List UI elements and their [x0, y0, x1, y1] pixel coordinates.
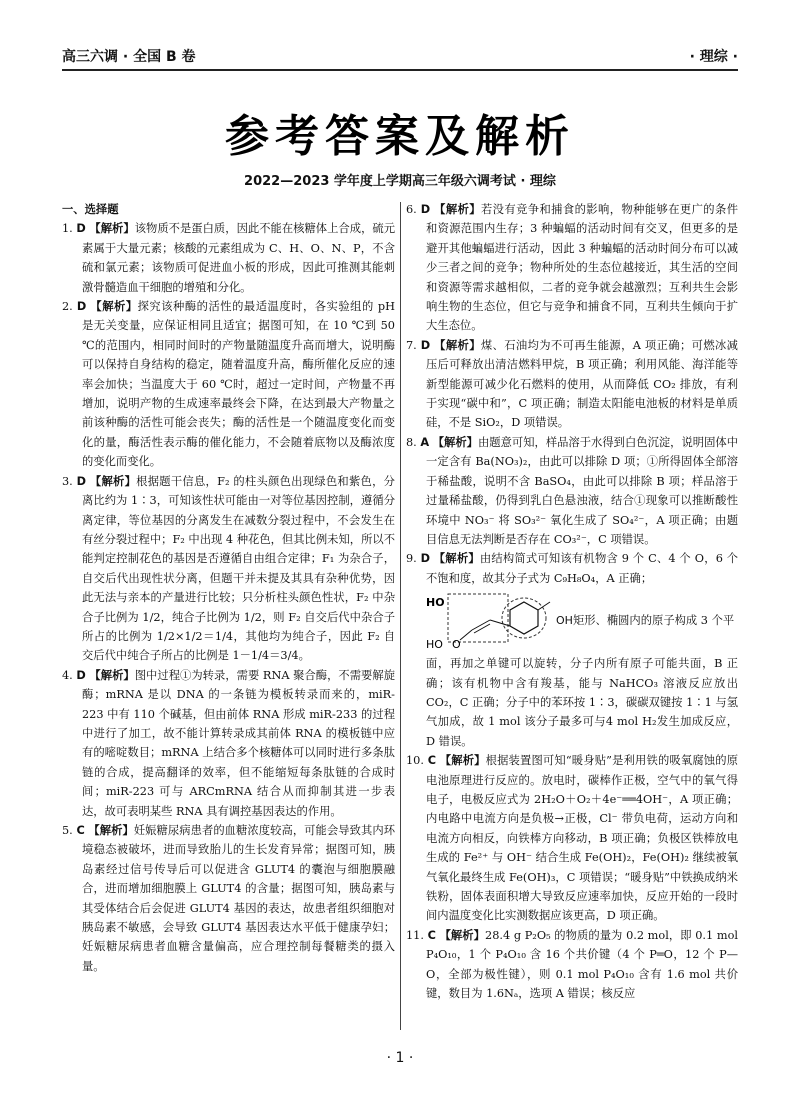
- benzene-ring-icon: [510, 602, 538, 634]
- answer-letter: D: [420, 338, 431, 352]
- right-column: [406, 200, 738, 1003]
- left-column: [62, 200, 395, 976]
- question-number: 9.: [406, 552, 417, 566]
- page-number: · 1 ·: [386, 1050, 414, 1066]
- analysis-text: 探究该种酶的活性的最适温度时，各实验组的 pH 是无关变量，应保证相同且适宜；据图可知，在 10 ℃到 50 ℃的范围内，相同时间时的产物量随温度升高而增大，说明酶可以保持自身结构的稳定，随着温度升高，酶所催化反应的速率会加快；当温度大于 60 ℃时，超过一定时间，产物量不再增加，说明产物的生成速率最终会下降，在达到最大产物量之前该种酶的活性可能会丧失；酶的活性是一个随温度变化而变化的量，酶活性表示酶的催化能力，不会随着底物以及酶浓度的变化而变化。: [82, 300, 395, 469]
- analysis-tag: 【解析】: [89, 668, 135, 682]
- analysis-tag: 【解析】: [433, 552, 480, 566]
- page-title: 参考答案及解析: [225, 111, 575, 162]
- header-right: · 理综 ·: [689, 49, 738, 65]
- answer-letter: D: [76, 474, 87, 488]
- analysis-text: 由题意可知，样品溶于水得到白色沉淀，说明固体中一定含有 Ba(NO₃)₂，由此可以排除 D 项；①所得固体全部溶于稀盐酸，说明不含 BaSO₄，由此可以排除 B 项；样品溶于过量稀盐酸，仍得到乳白色悬浊液，结合①现象可以推断酸性环境中 NO₃⁻ 将 SO₃²⁻ 氧化生成了 SO₄²⁻，A 项正确；由题目信息无法判断是否存在 CO₃²⁻，C 项错误。: [426, 435, 738, 546]
- page-header: [62, 40, 738, 71]
- analysis-tag: 【解析】: [90, 300, 138, 314]
- analysis-text: 根据题干信息，F₂ 的柱头颜色出现绿色和紫色，分离比约为 1∶3，可知该性状可能由一对等位基因控制，遵循分离定律，等位基因的分离发生在减数分裂过程中，不会发生在有丝分裂过程中；F₂ 中出现 4 种花色，但其比例未知，所以不能判定控制花色的基因是否遵循自由组合定律；F₁ 为杂合子，自交后代出现性状分离，但题干并未提及其具有杂种优势，因此无法与亲本的产量进行比较；只分析柱头颜色性状，F₂ 中杂合子比例为 1/2，纯合子比例为 1/2，则 F₂ 自交后代中杂合子所占的比例为 1/2×1/2＝1/4，其他均为纯合子，因此 F₂ 自交后代中纯合子所占的比例是 1－1/4＝3/4。: [82, 474, 395, 663]
- answer-letter: C: [76, 824, 85, 837]
- answer-letter: D: [76, 668, 86, 682]
- answer-item: [406, 751, 738, 926]
- question-number: 1.: [62, 222, 73, 236]
- analysis-tag: 【解析】: [88, 824, 134, 837]
- answer-item: [406, 200, 738, 336]
- analysis-tag: 【解析】: [434, 338, 481, 352]
- answer-item: [62, 219, 395, 297]
- analysis-text: 根据装置图可知“暖身贴”是利用铁的吸氧腐蚀的原电池原理进行反应的。放电时，碳棒作正极，空气中的氧气得电子，电极反应式为 2H₂O＋O₂＋4e⁻══4OH⁻，A 项正确；内电路中电流方向是负极→正极，Cl⁻ 带负电荷，运动方向和电流方向相反，向铁棒方向移动，B 项正确；负极区铁棒放电生成的 Fe²⁺ 与 OH⁻ 结合生成 Fe(OH)₂，Fe(OH)₂ 继续被氧气氧化最终生成 Fe(OH)₃，C 项错误；“暖身贴”中铁换成纳米铁粉，固体表面积增大导致反应速率加快，反应开始的一段时间内温度变化比实测数据应该更高，D 项正确。: [426, 754, 739, 923]
- answer-letter: D: [76, 300, 87, 314]
- answer-letter: C: [427, 928, 436, 942]
- answer-item: [62, 821, 395, 976]
- analysis-text: 28.4 g P₂O₅ 的物质的量为 0.2 mol，即 0.1 mol P₄O₁₀，1 个 P₄O₁₀ 含 16 个共价键（4 个 P═O，12 个 P—O，全部为极性键），则 0.1 mol P₄O₁₀ 含有 1.6 mol 共价键，数目为 1.6Nₐ，选项 A 错误；核反应: [426, 928, 738, 1001]
- question-number: 6.: [406, 203, 417, 216]
- answer-item: [406, 336, 738, 433]
- question-number: 4.: [62, 668, 73, 682]
- analysis-text: 该物质不是蛋白质，因此不能在核糖体上合成，硫元素属于大量元素；核酸的元素组成为 C、H、O、N、P，不含硫和氯元素；该物质可促进血小板的形成，因此可推测其能刺激骨髓造血干细胞的增殖和分化。: [82, 222, 396, 294]
- analysis-tag: 【解析】: [439, 754, 486, 768]
- analysis-text: 图中过程①为转录，需要 RNA 聚合酶，不需要解旋酶；mRNA 是以 DNA 的一条链为模板转录而来的，miR-223 中有 110 个碱基，但由前体 RNA 形成 miR-233 的过程中进行了加工，故不能计算转录成其前体 RNA 的模板链中应有的嘧啶数目；mRNA 上结合多个核糖体可以同时进行多条肽链的合成，提高翻译的效率，但不能缩短每条肽链的合成时间；miR-223 可与 ARCmRNA 结合从而抑制其进一步表达，故可表明某些 RNA 具有调控基因表达的作用。: [82, 668, 396, 818]
- hoo-label: HO: [426, 638, 443, 652]
- analysis-tag: 【解析】: [89, 222, 135, 236]
- plane-rectangle: [448, 594, 508, 642]
- analysis-text: 若没有竞争和捕食的影响，物种能够在更广的条件和资源范围内生存；3 种蝙蝠的活动时间有交叉，但更多的是避开其他蝙蝠进行活动，因此 3 种蝙蝠的活动时间分布可以减少三者之间的竞争；物种所处的生态位越接近，其生活的空间和资源等需求越相似，二者的竞争就会越激烈；互利共生会影响生物的生态位，但它与竞争和捕食不同，互利共生倾向于扩大生态位。: [426, 203, 738, 333]
- exam-subtitle: 2022—2023 学年度上学期高三年级六调考试 · 理综: [244, 174, 556, 189]
- structure-figure: [406, 590, 738, 652]
- answer-list-left: [62, 219, 395, 976]
- answer-item: [62, 297, 395, 472]
- analysis-text: 由结构简式可知该有机物含 9 个 C、4 个 O，6 个不饱和度，故其分子式为 C₉H₈O₄，A 正确；: [426, 552, 739, 585]
- question-number: 11.: [406, 928, 424, 942]
- column-divider: [400, 202, 401, 1030]
- plane-ellipse: [502, 598, 546, 638]
- question-number: 10.: [406, 754, 424, 768]
- structure-caption: 矩形、椭圆内的原子构成 3 个平: [572, 614, 735, 628]
- double-bond-line: [474, 624, 490, 633]
- analysis-tag: 【解析】: [89, 474, 137, 488]
- o-label: O: [452, 638, 461, 652]
- analysis-continuation: 面，再加之单键可以旋转，分子内所有原子可能共面，B 正确；该有机物中含有羧基，能与 NaHCO₃ 溶液反应放出 CO₂，C 正确；分子中的苯环按 1∶3，碳碳双键按 1∶1 与氢气加成，故 1 mol 该分子最多可与4 mol H₂发生加成反应，D 错误。: [426, 657, 738, 748]
- ho-label: HO: [426, 596, 445, 610]
- header-left: 高三六调 · 全国 B 卷: [62, 49, 196, 65]
- answer-letter: C: [427, 754, 437, 768]
- answer-item: [406, 433, 738, 549]
- answer-letter: D: [76, 222, 86, 236]
- answer-letter: D: [420, 552, 430, 566]
- answer-letter: D: [420, 203, 431, 216]
- answer-letter: A: [420, 435, 430, 449]
- analysis-tag: 【解析】: [432, 435, 478, 449]
- bond-line: [490, 620, 510, 626]
- bond-line: [460, 630, 472, 640]
- answer-item: [62, 666, 395, 821]
- molecule-structure-icon: [426, 590, 556, 652]
- question-number: 2.: [62, 300, 73, 314]
- answer-list-right: [406, 200, 738, 1003]
- analysis-text: 妊娠糖尿病患者的血糖浓度较高，可能会导致其内环境稳态被破坏，进而导致胎儿的生长发育异常；据图可知，胰岛素经过信号传导后可以促进含 GLUT4 的囊泡与细胞膜融合，进而增加细胞膜上 GLUT4 的含量；据图可知，胰岛素与其受体结合后会促进 GLUT4 基因的表达，故患者组织细胞对胰岛素不敏感，会导致 GLUT4 基因表达水平低于健康孕妇；妊娠糖尿病患者血糖含量偏高，应合理控制每餐糖类的摄入量。: [82, 824, 395, 973]
- oh-label: OH: [556, 614, 573, 628]
- section-heading: 一、选择题: [62, 203, 119, 216]
- question-number: 8.: [406, 435, 417, 449]
- analysis-text: 煤、石油均为不可再生能源，A 项正确；可燃冰减压后可释放出清洁燃料甲烷，B 项正确；利用风能、海洋能等新型能源可减少化石燃料的使用，从而降低 CO₂ 排放，有利于实现“碳中和”，C 项正确；制造太阳能电池板的材料是单质硅，不是 SiO₂，D 项错误。: [426, 338, 738, 430]
- analysis-tag: 【解析】: [439, 928, 486, 942]
- question-number: 3.: [62, 474, 73, 488]
- answer-item: [62, 472, 395, 666]
- question-number: 5.: [62, 824, 73, 837]
- question-number: 7.: [406, 338, 417, 352]
- answer-item: [406, 549, 738, 588]
- answer-item: [406, 926, 738, 1004]
- analysis-tag: 【解析】: [434, 203, 481, 216]
